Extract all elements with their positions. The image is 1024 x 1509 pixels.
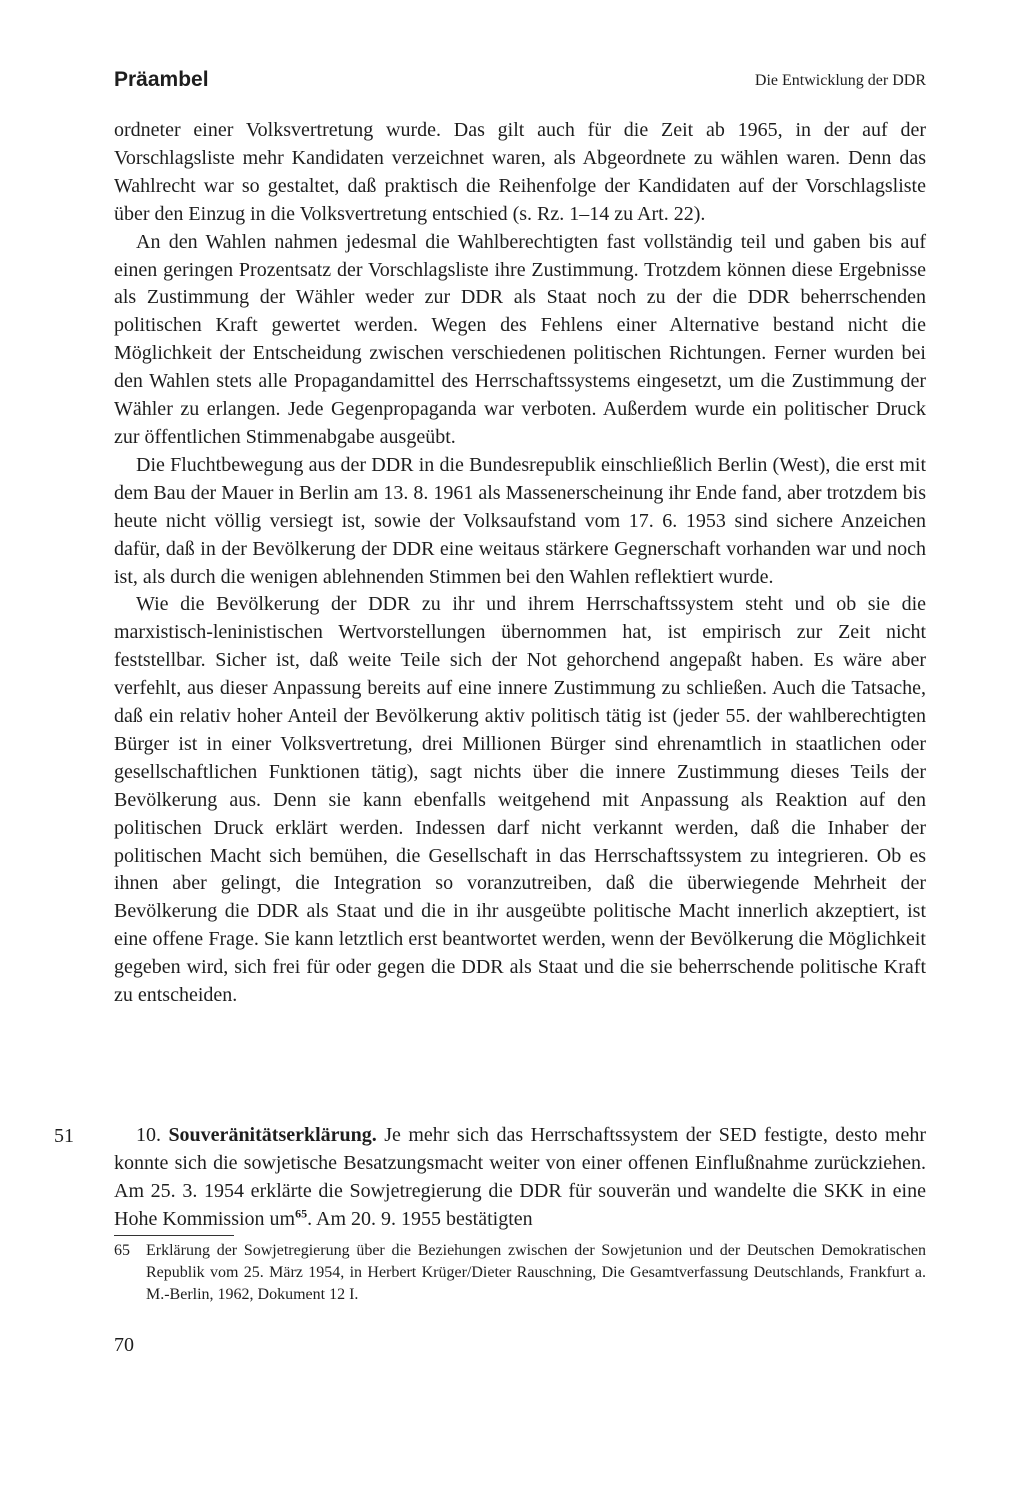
section-text-continued: . Am 20. 9. 1955 bestätigten [307, 1207, 533, 1230]
running-head [114, 68, 926, 102]
footnote-text: Erklärung der Sowjetregierung über die Beziehungen zwischen der Sowjetunion und der Deutschen Demokratischen Republik vom 25. März 1954, in Herbert Krüger/Dieter Rauschning, Die Gesamtverfassung Deutschlands, Frankfurt a. M.-Berlin, 1962, Dokument 12 I. [146, 1242, 926, 1303]
section-paragraph [114, 1122, 926, 1234]
body-text [114, 117, 926, 1010]
paragraph-refugee-movement: Die Fluchtbewegung aus der DDR in die Bundesrepublik einschließlich Berlin (West), die erst mit dem Bau der Mauer in Berlin am 13. 8. 1961 als Massenerscheinung ihr Ende fand, aber trotzdem bis heute nicht völlig versiegt ist, sowie der Volksaufstand vom 17. 6. 1953 sind sichere Anzeichen dafür, daß in der Bevölkerung der DDR eine weitaus stärkere Gegnerschaft vorhanden war und noch ist, als durch die wenigen ablehnenden Stimmen bei den Wahlen reflektiert wurde. [114, 453, 927, 588]
paragraph-continued: ordneter einer Volksvertretung wurde. Das gilt auch für die Zeit ab 1965, in der auf der Vorschlagsliste mehr Kandidaten verzeichnet waren, als Abgeordnete zu wählen waren. Denn das Wahlrecht war so gestaltet, daß praktisch die Reihenfolge der Kandidaten auf der Vorschlagsliste über den Einzug in die Volksvertretung entschied (s. Rz. 1–14 zu Art. 22). [114, 119, 926, 225]
footnote-number: 65 [114, 1242, 130, 1259]
margin-number: 51 [54, 1125, 74, 1147]
paragraph-population-attitude: Wie die Bevölkerung der DDR zu ihr und ihrem Herrschaftssystem steht und ob sie die marxistisch-leninistischen Wertvorstellungen übernommen hat, ist empirisch zur Zeit nicht feststellbar. Sicher ist, daß weite Teile sich der Not gehorchend angepaßt haben. Es wäre aber verfehlt, aus dieser Anpassung bereits auf eine innere Zustimmung zu schließen. Auch die Tatsache, daß ein relativ hoher Anteil der Bevölkerung aktiv politisch tätig ist (jeder 55. der wahlberechtigten Bürger ist in einer Volksvertretung, drei Millionen Bürger sind ehrenamtlich in staatlichen oder gesellschaftlichen Funktionen tätig), sagt nichts über die innere Zustimmung dieses Teils der Bevölkerung aus. Denn sie kann ebenfalls weitgehend mit Anpassung als Reaktion auf den politischen Druck erklärt werden. Indessen darf nicht verkannt werden, daß die Inhaber der politischen Macht sich bemühen, die Gesellschaft in das Herrschaftssystem zu integrieren. Ob es ihnen aber gelingt, die Integration so voranzutreiben, daß die überwiegende Mehrheit der Bevölkerung die DDR als Staat und die in ihr ausgeübte politische Macht innerlich akzeptiert, ist eine offene Frage. Sie kann letztlich erst beantwortet werden, wenn der Bevölkerung die Möglichkeit gegeben wird, sich frei für oder gegen die DDR als Staat und die sie beherrschende politische Kraft zu entscheiden. [114, 593, 926, 1007]
paragraph-elections: An den Wahlen nahmen jedesmal die Wahlberechtigten fast vollständig teil und gaben bis auf einen geringen Prozentsatz der Vorschlagsliste ihre Zustimmung. Trotzdem können diese Ergebnisse als Zustimmung der Wähler weder zur DDR als Staat noch zu der die DDR beherrschenden politischen Kraft gewertet werden. Wegen des Fehlens einer Alternative bestand nicht die Möglichkeit der Entscheidung zwischen verschiedenen politischen Richtungen. Ferner wurden bei den Wahlen stets alle Propagandamittel des Herrschaftssystems eingesetzt, um die Zustimmung der Wähler zu erlangen. Jede Gegenpropaganda war verboten. Außerdem wurde ein politischer Druck zur öffentlichen Stimmenabgabe ausgeübt. [114, 230, 926, 448]
section-title: Präambel [114, 68, 209, 91]
page-number: 70 [114, 1334, 134, 1356]
chapter-title: Die Entwicklung der DDR [754, 72, 926, 89]
section-heading: Souveränitätserklärung. [168, 1124, 377, 1146]
section-number: 10. [136, 1124, 161, 1146]
footnote-reference[interactable]: 65 [295, 1206, 308, 1221]
footnote-divider [114, 1235, 234, 1236]
section-text: Je mehr sich das Herrschaftssystem der SED festigte, desto mehr konnte sich die sowjetische Besatzungsmacht weiter von einer offenen Einflußnahme zurückziehen. Am 25. 3. 1954 erklärte die Sowjetregierung die DDR für souverän und wandelte die SKK in eine Hohe Kommission um [114, 1124, 926, 1230]
numbered-section [114, 1122, 926, 1234]
footnote [114, 1240, 926, 1306]
